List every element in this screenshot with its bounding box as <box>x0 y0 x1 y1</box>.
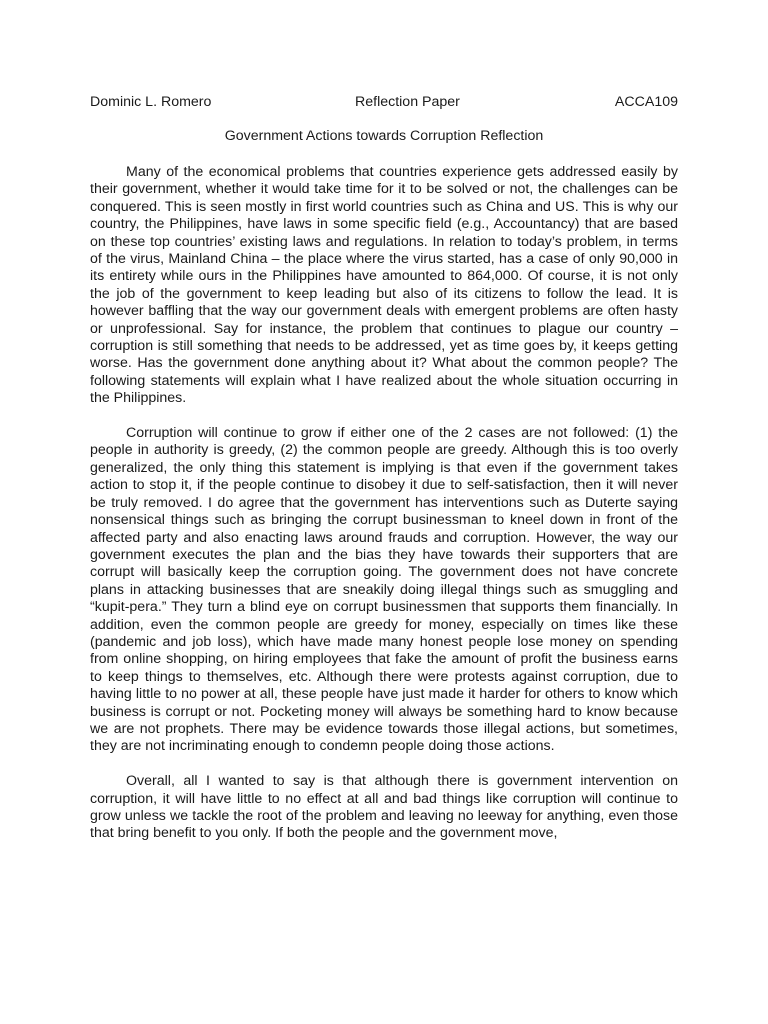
document-title: Government Actions towards Corruption Reflection <box>224 128 544 144</box>
paragraph-1: Many of the economical problems that countries experience gets addressed easily by their government, whether it would take time for it to be solved or not, the challenges can be conquered. This is seen mostly in first world countries such as China and US. This is why our country, the Philippines, have laws in some specific field (e.g., Accountancy) that are based on these top countries’ existing laws and regulations. In relation to today’s problem, in terms of the virus, Mainland China – the place where the virus started, has a case of only 90,000 in its entirety while ours in the Philippines have amounted to 864,000. Of course, it is not only the job of the government to keep leading but also of its citizens to follow the lead. It is however baffling that the way our government deals with emergent problems are often hasty or unprofessional. Say for instance, the problem that continues to plague our country – corruption is still something that needs to be addressed, yet as time goes by, it keeps getting worse. Has the government done anything about it? What about the common people? The following statements will explain what I have realized about the whole situation occurring in the Philippines. <box>90 164 678 407</box>
paragraph-2: Corruption will continue to grow if either one of the 2 cases are not followed: (1) the people in authority is greedy, (2) the common people are greedy. Although this is too overly generalized, the only thing this statement is implying is that even if the government takes action to stop it, if the people continue to disobey it due to self-satisfaction, then it will never be truly removed. I do agree that the government has interventions such as Duterte saying nonsensical things such as bringing the corrupt businessman to kneel down in front of the affected party and also enacting laws around frauds and corruption. However, the way our government executes the plan and the bias they have towards their supporters that are corrupt will basically keep the corruption going. The government does not have concrete plans in attacking businesses that are sneakily doing illegal things such as smuggling and “kupit-pera.” They turn a blind eye on corrupt businessmen that supports them financially. In addition, even the common people are greedy for money, especially on times like these (pandemic and job loss), which have made many honest people lose money on spending from online shopping, on hiring employees that fake the amount of profit the business earns to keep things to themselves, etc. Although there were protests against corruption, due to having little to no power at all, these people have just made it harder for others to know which business is corrupt or not. Pocketing money will always be something hard to know because we are not prophets. There may be evidence towards those illegal actions, but sometimes, they are not incriminating enough to condemn people doing those actions. <box>90 425 678 755</box>
course-code: ACCA109 <box>614 94 678 110</box>
author-name: Dominic L. Romero <box>90 94 212 110</box>
document-body <box>90 164 678 843</box>
paragraph-3: Overall, all I wanted to say is that although there is government intervention on corruption, it will have little to no effect at all and bad things like corruption will continue to grow unless we tackle the root of the problem and leaving no leeway for anything, even those that bring benefit to you only. If both the people and the government move, <box>90 773 678 842</box>
document-type: Reflection Paper <box>355 94 460 110</box>
document-header <box>90 94 678 112</box>
